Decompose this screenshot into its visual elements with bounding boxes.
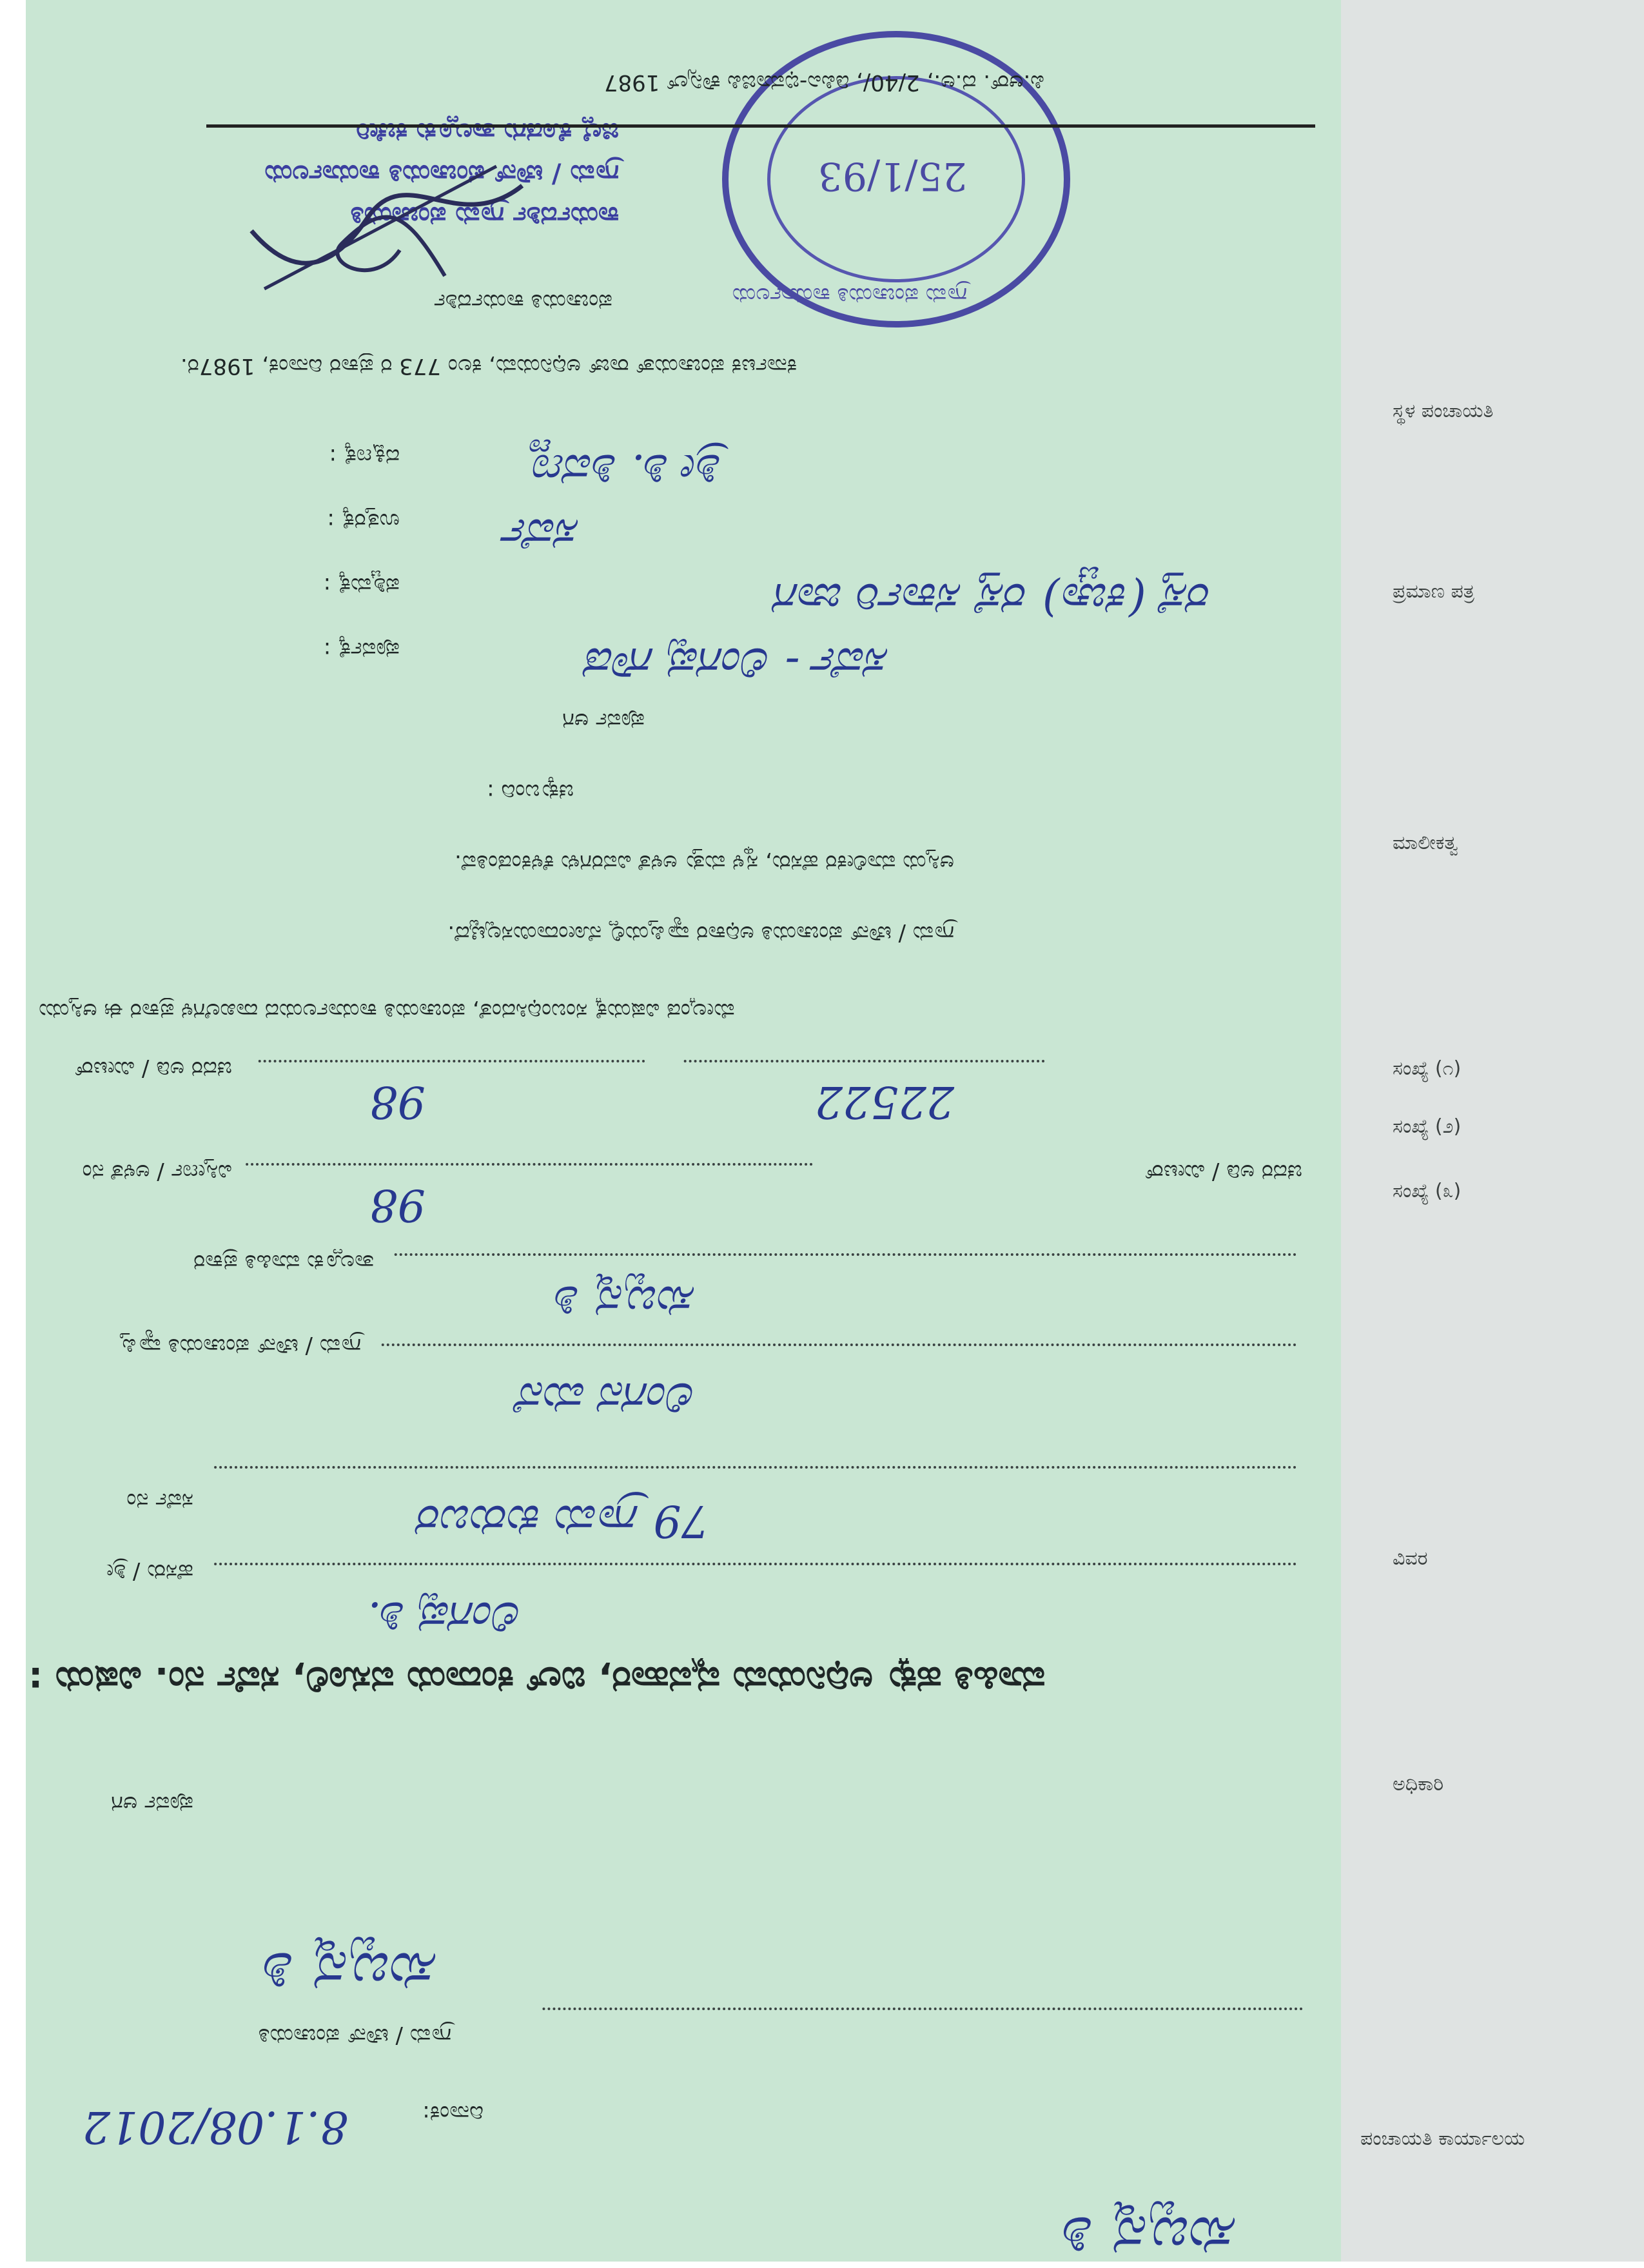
issuer-signature: ಸುಬ್ಬನ್ನ ಶಿ [1064, 2205, 1238, 2268]
boundaries-sub: ಪೂರ್ವ ಆಗ [562, 708, 645, 734]
south-value: ಶ್ರೀ ಶಿ. ಶಿವಣ್ಣ [528, 444, 722, 495]
header-line: ಪಿ.ಆರ್. ದ.ಅ., 2/40/, ಡಿಪಿಎ-ಭಿಮಾಜಿಪಿ ಕೌನ್ಸಿಲ್ 1987 [603, 70, 1044, 95]
back-line-3: ಮಾಲೀಕತ್ವ [1393, 832, 1458, 854]
field-measure-value1: 98 [369, 1076, 426, 1127]
body-line-3: ಆಸ್ತಿಯ ಮಾಲೀಕರ ಹೆಸರು, ಸ್ಥಳ ಮತ್ತು ಅಳತೆ ವಿವರಗಳು ಕೆಳಕಂಡಂತಿವೆ. [455, 850, 954, 875]
seal-line-1: ಕಾರ್ಯದರ್ಶಿ ಗ್ರಾಮ ಪಂಚಾಯತಿ [350, 201, 619, 231]
back-page-footer: ಪಂಚಾಯತಿ ಕಾರ್ಯಾಲಯ [1360, 2127, 1525, 2150]
east-label: ಪೂರ್ವಕ್ಕೆ : [323, 637, 400, 663]
officer-signature [239, 147, 535, 315]
field-area-label: ವಿಸ್ತೀರ್ಣ / ಅಳತೆ ನಂ [82, 1159, 232, 1185]
signature-label: ಗ್ರಾಮ / ಟೌನ್ ಪಂಚಾಯತಿ [258, 2023, 451, 2049]
body-line-1: ಮೇಲ್ಕಂಡ ವಿಷಯಕ್ಕೆ ಸಂಬಂಧಿಸಿದಂತೆ, ಪಂಚಾಯತಿ ಕಾರ್ಯಾಲಯದ ದಾಖಲೆಗಳ ಪ್ರಕಾರ ಈ ಆಸ್ತಿಯು [39, 998, 735, 1024]
north-label: ಉತ್ತರಕ್ಕೆ : [327, 508, 400, 534]
back-line-2: ಪ್ರಮಾಣ ಪತ್ರ [1393, 580, 1474, 603]
body-line-2: ಗ್ರಾಮ / ಟೌನ್ ಪಂಚಾಯತಿ ಅಧಿಕಾರ ವ್ಯಾಪ್ತಿಯಲ್ಲಿ ನೋಂದಾಯಿಸಲ್ಪಟ್ಟಿದೆ. [447, 921, 954, 946]
field-village-value: ಲಿಂಗನ ಮನೆ [519, 1373, 696, 1423]
office-label: ಪಂಚಾಯತಿ ಕಾರ್ಯದರ್ಶಿ [434, 289, 612, 315]
date-label: ದಿನಾಂಕ: [422, 2100, 484, 2126]
back-line-4: ಸಂಖ್ಯೆ (೧) [1393, 1057, 1462, 1080]
field-area-value: 98 [369, 1179, 426, 1230]
underlying-page [1322, 0, 1644, 2262]
field-village-label: ಗ್ರಾಮ / ಟೌನ್ ಪಂಚಾಯತಿ ವ್ಯಾಪ್ತಿ [120, 1333, 361, 1359]
rule-line: ಕರ್ನಾಟಕ ಪಂಚಾಯತ್ ರಾಜ್ ಅಧಿನಿಯಮ, ಕಲಂ 773 ರ ಪ್ರಕಾರ ದಿನಾಂಕ, 1987ರ. [181, 353, 798, 379]
header-rule [206, 124, 1315, 128]
back-line-7: ವಿವರ [1393, 1547, 1428, 1570]
field-taluk-value: ಸುಬ್ಬನ್ನ ಶಿ [556, 1276, 696, 1327]
east-value: ಸರ್ವೆ - ಲಿಂಗಪ್ಪ ಗೌಡ [587, 638, 890, 689]
field-taluk-label: ತಾಲ್ಲೂಕು ಮಾಹಿತಿ ಪ್ರಕಾರ [193, 1249, 374, 1275]
south-label: ದಕ್ಷಿಣಕ್ಕೆ : [329, 444, 400, 469]
back-line-6: ಸಂಖ್ಯೆ (೩) [1393, 1180, 1462, 1202]
west-label: ಪಶ್ಚಿಮಕ್ಕೆ : [323, 572, 400, 598]
field-survey-label: ಸರ್ವೆ ನಂ [126, 1488, 193, 1514]
form-no: ಪೂರ್ವ ಆಗ [111, 1791, 193, 1817]
field-name-value: ಲಿಂಗಪ್ಪ ಶಿ. [367, 1592, 522, 1643]
subject-title: ಮಾಹಿತಿ ಹಕ್ಕು ಅಧಿನಿಯಮ ವ್ಯವಹಾರ, ಬಿಲ್ ಕಂದಾಯ ವಸೂಲಿ, ಸರ್ವೆ ನಂ. [155, 1659, 1046, 1701]
north-value: ಸರ್ವೆ [504, 509, 580, 560]
field-measure-label-2: ಚದರ ಅಡಿ / ಮೀಟರ್ [74, 1056, 232, 1082]
certificate-form [26, 0, 1341, 2268]
subject-label: ವಿಷಯ : [28, 1659, 142, 1701]
signature-value: ಸುಬ್ಬನ್ನ ಶಿ [265, 1941, 438, 2004]
boundaries-label: ಚಕ್ಕುಬಂದಿ : [487, 779, 574, 805]
back-line-8: ಅಧಿಕಾರಿ [1393, 1773, 1444, 1795]
back-line-5: ಸಂಖ್ಯೆ (೨) [1393, 1115, 1462, 1138]
seal-line-2: ಗ್ರಾಮ / ಟೌನ್ ಪಂಚಾಯತಿ ಕಾರ್ಯಾಲಯ [264, 159, 619, 189]
stamp-date: 25/1/93 [817, 153, 967, 199]
stamp-ring-text: ಗ್ರಾಮ ಪಂಚಾಯತಿ ಕಾರ್ಯಾಲಯ [732, 282, 967, 308]
field-survey-value: 79 ಗ್ರಾಮ ಕುರುಬರ [418, 1495, 709, 1546]
field-measure-value2: 22522 [814, 1076, 954, 1127]
back-line-1: ಸ್ಥಳ ಪಂಚಾಯತಿ [1393, 400, 1494, 422]
date-value: 8.1.08/2012 [82, 2101, 348, 2152]
seal-line-3: ಜಿಲ್ಲೆ ಕೊಡಗು ತಾಲ್ಲೂಕು ಕಚೇರಿ [356, 117, 619, 147]
field-measure-label: ಚದರ ಅಡಿ / ಮೀಟರ್ [1144, 1159, 1302, 1185]
west-value: ರಸ್ತೆ (ಕಚ್ಚಾ) ರಸ್ತೆ ಸರ್ಕಾರಿ ಜಾಗ [776, 573, 1212, 624]
field-name-label: ಹೆಸರು / ಶ್ರೀ [106, 1559, 193, 1585]
